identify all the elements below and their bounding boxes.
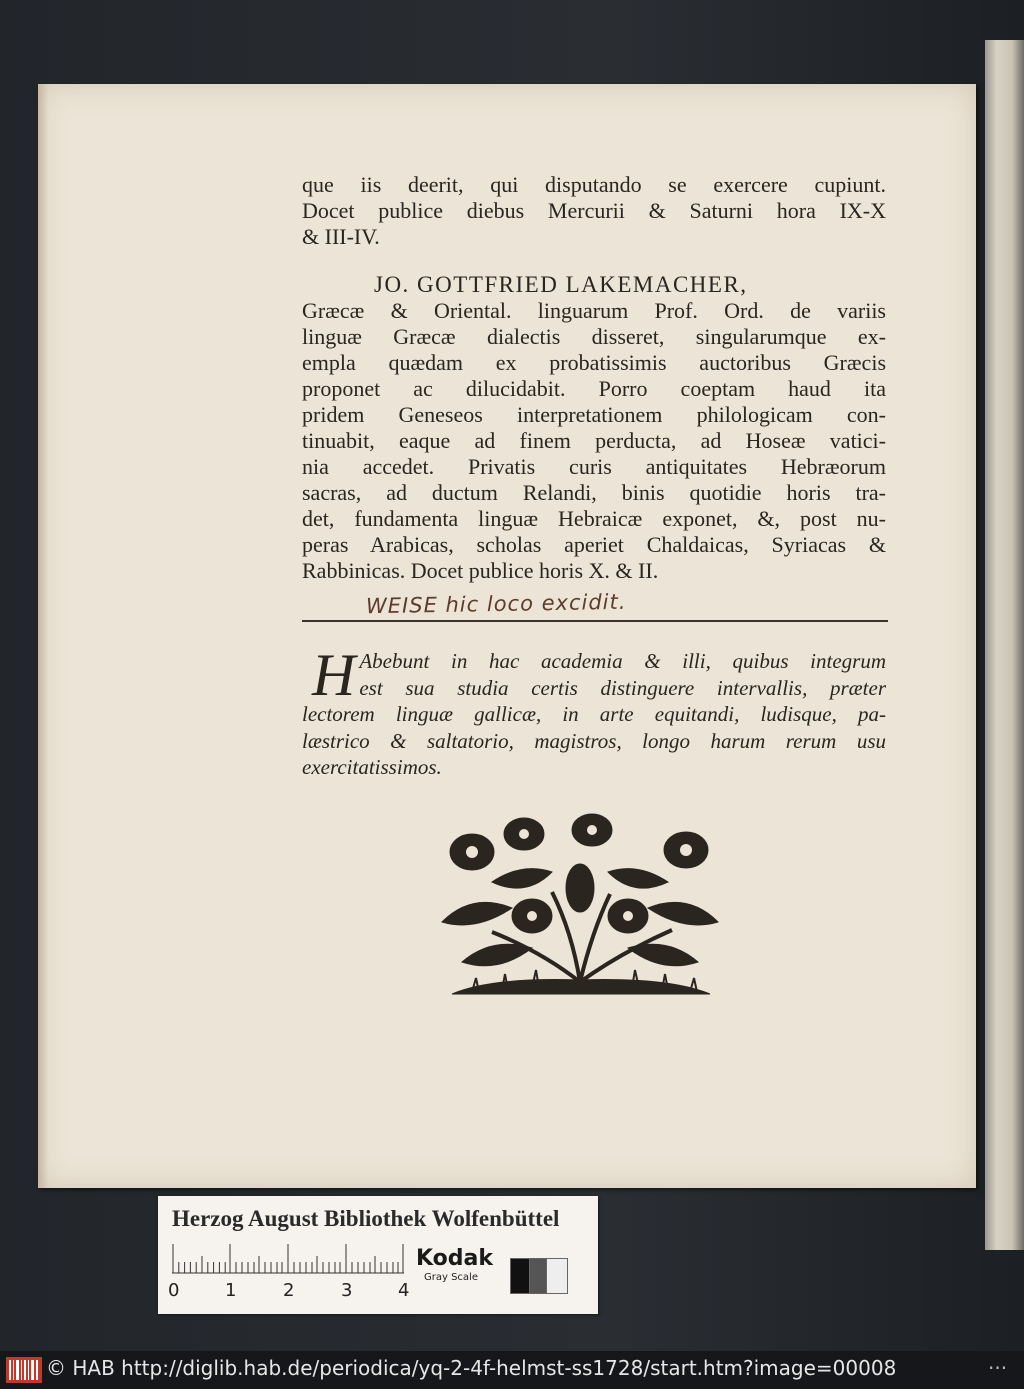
text-line: Abebunt in hac academia & illi, quibus integrum xyxy=(359,649,886,673)
text-line: Rabbinicas. Docet publice horis X. & II. xyxy=(302,558,659,583)
text-line: & III-IV. xyxy=(302,224,380,249)
scale-number: 3 xyxy=(341,1280,353,1301)
text-line: pridem Geneseos interpretationem philologicam con- xyxy=(302,402,886,427)
ruler-scale xyxy=(172,1244,404,1274)
scale-number: 4 xyxy=(398,1280,410,1301)
text-line: est sua studia certis distinguere intervallis, præter xyxy=(359,675,886,700)
text-line: proponet ac dilucidabit. Porro coeptam haud ita xyxy=(302,376,886,401)
gray-swatch xyxy=(529,1258,547,1294)
kodak-brand: Kodak xyxy=(416,1246,493,1271)
text-line: exercitatissimos. xyxy=(302,755,442,779)
text-line: linguæ Græcæ dialectis disseret, singularumque ex- xyxy=(302,324,886,349)
gray-scale-text: Gray Scale xyxy=(424,1272,478,1283)
next-page-edge xyxy=(985,40,1024,1250)
white-swatch xyxy=(546,1258,568,1294)
footer-url-link[interactable]: © HAB http://diglib.hab.de/periodica/yq-2-4f-helmst-ss1728/start.htm?image=00008 xyxy=(46,1356,897,1380)
text-line: que iis deerit, qui disputando se exercere cupiunt. xyxy=(302,172,886,197)
library-name: Herzog August Bibliothek Wolfenbüttel xyxy=(172,1206,560,1231)
text-line: det, fundamenta linguæ Hebraicæ exponet, &, post nu- xyxy=(302,506,886,531)
text-line: sacras, ad ductum Relandi, binis quotidie horis tra- xyxy=(302,480,886,505)
main-text xyxy=(302,172,886,584)
text-line: lectorem linguæ gallicæ, in arte equitandi, ludisque, pa- xyxy=(302,702,886,726)
archive-color-label xyxy=(158,1196,598,1314)
scale-number: 0 xyxy=(168,1280,180,1301)
more-menu-button[interactable]: ··· xyxy=(988,1356,1008,1380)
text-line: peras Arabicas, scholas aperiet Chaldaicas, Syriacas & xyxy=(302,532,886,557)
professor-heading: JO. GOTTFRIED LAKEMACHER, xyxy=(374,272,748,297)
text-line: Græcæ & Oriental. linguarum Prof. Ord. de variis xyxy=(302,298,886,323)
flower-woodcut-ornament xyxy=(432,812,728,1002)
drop-cap: H xyxy=(312,642,356,708)
italic-paragraph xyxy=(302,642,886,781)
handwritten-note: WEISE hic loco excidit. xyxy=(365,589,627,619)
black-swatch xyxy=(510,1258,530,1294)
text-line: tinuabit, eaque ad finem perducta, ad Hoseæ vatici- xyxy=(302,428,886,453)
scale-number: 2 xyxy=(283,1280,295,1301)
scale-number: 1 xyxy=(225,1280,237,1301)
text-line: læstrico & saltatorio, magistros, longo harum rerum usu xyxy=(302,728,886,753)
text-line: empla quædam ex probatissimis auctoribus Græcis xyxy=(302,350,886,375)
barcode-icon xyxy=(6,1357,42,1383)
text-line: Docet publice diebus Mercurii & Saturni hora IX-X xyxy=(302,198,886,223)
horizontal-rule xyxy=(302,620,888,622)
text-line: nia accedet. Privatis curis antiquitates Hebræorum xyxy=(302,454,886,479)
